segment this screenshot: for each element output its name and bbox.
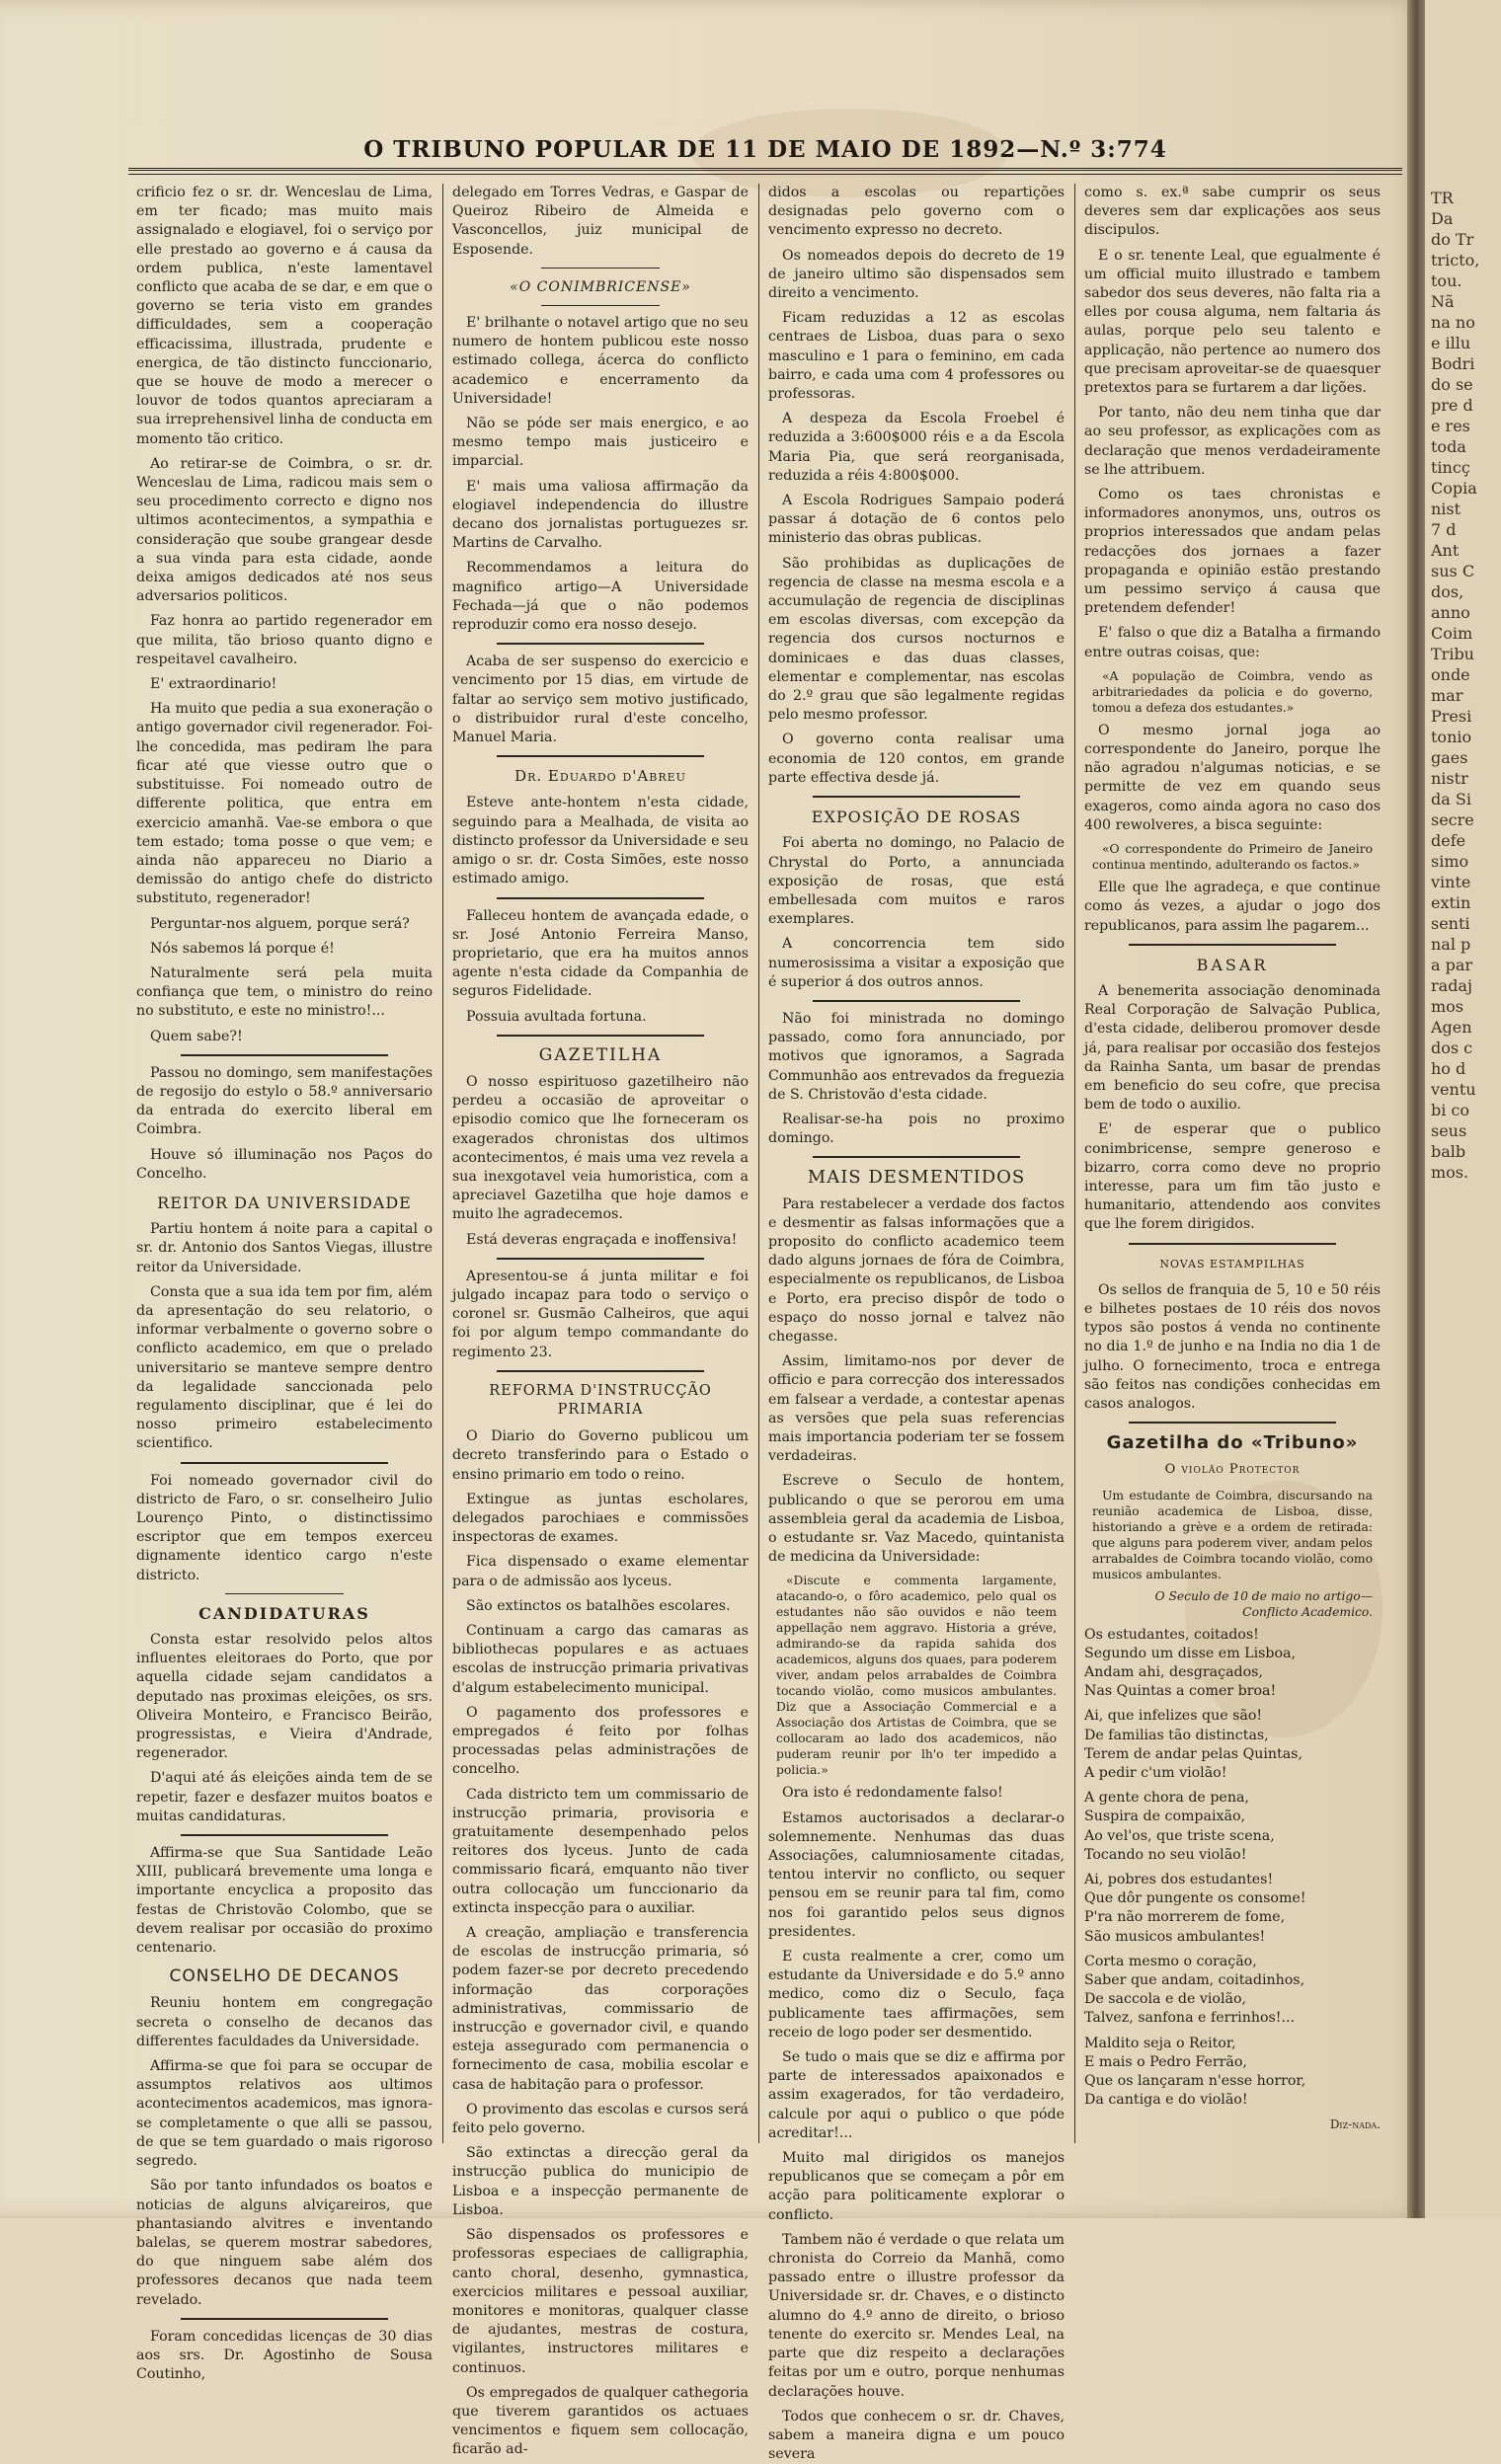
column-4 <box>1084 184 1381 2148</box>
paragraph: Passou no domingo, sem manifestações de regosijo do estylo o 58.º anniversario da entrada do exercito liberal em Coimbra. <box>136 1064 433 1138</box>
paragraph: O provimento das escolas e cursos será feito pelo governo. <box>452 2101 749 2137</box>
adjacent-page-fragment: TR <box>1431 189 1454 207</box>
paragraph: Perguntar-nos alguem, porque será? <box>150 915 410 932</box>
paragraph: Para restabelecer a verdade dos factos e desmentir as falsas informações que a proposito do conflicto academico teem dado alguns jornaes de fóra de Coimbra, especialmente os republicanos, de Lisboa e Porto, era preciso dispôr de todo o espaço do nosso jornal e talvez não chegasse. <box>768 1195 1065 1345</box>
separator <box>541 305 660 306</box>
paragraph: O governo conta realisar uma economia de 120 contos, em grande parte effectiva desde já. <box>768 732 1065 786</box>
separator <box>1129 1422 1336 1424</box>
paragraph: Fica dispensado o exame elementar para o de admissão aos lyceus. <box>452 1554 749 1589</box>
paragraph: Quem sabe?! <box>150 1028 243 1044</box>
paragraph: Como os taes chronistas e informadores anonymos, uns, outros os proprios interessados que andam pelas redacções dos jornaes a fazer propaganda e opinião estão prestando um pessimo serviço á causa que pretendem defender! <box>1084 487 1381 617</box>
verse: Nas Quintas a comer broa! <box>1084 1683 1277 1700</box>
paragraph: E' falso o que diz a Batalha a firmando entre outras coisas, que: <box>1084 625 1381 660</box>
verse: Tocando no seu violão! <box>1084 1846 1247 1863</box>
paragraph: Não foi ministrada no domingo passado, como fora annunciado, por motivos que ignoramos, a Sagrada Communhão aos entrevados da freguezia de S. Christovão d'esta cidade. <box>768 1010 1065 1103</box>
adjacent-page-fragment: onde <box>1431 665 1470 684</box>
paragraph: O Diario do Governo publicou um decreto transferindo para o Estado o ensino primario em todo o reino. <box>452 1428 749 1483</box>
column-rule <box>758 184 759 2143</box>
paragraph: Ficam reduzidas a 12 as escolas centraes de Lisboa, duas para o sexo masculino e 1 para o feminino, em cada bairro, e cada uma com 4 professores ou professoras. <box>768 310 1065 403</box>
masthead-rule <box>128 168 1402 171</box>
separator <box>181 2318 388 2320</box>
separator <box>497 1370 704 1372</box>
adjacent-page-fragment: secre <box>1431 810 1474 829</box>
adjacent-page-fragment: sus C <box>1431 562 1475 580</box>
paragraph: delegado em Torres Vedras, e Gaspar de Queiroz Ribeiro de Almeida e Vasconcellos, juiz municipal de Esposende. <box>452 185 749 258</box>
paragraph: São extinctos os batalhões escolares. <box>466 1597 731 1614</box>
verse: E mais o Pedro Ferrão, <box>1084 2053 1247 2070</box>
paragraph: Partiu hontem á noite para a capital o sr. dr. Antonio dos Santos Viegas, illustre reitor da Universidade. <box>136 1221 433 1275</box>
separator <box>813 1156 1020 1158</box>
paragraph: Recommendamos a leitura do magnifico artigo—A Universidade Fechada—já que o não podemos reproduzir como era nosso desejo. <box>452 560 749 634</box>
column-rule <box>442 184 443 2143</box>
adjacent-page-fragment: dos c <box>1431 1039 1473 1057</box>
adjacent-page-edge <box>1425 0 1501 2218</box>
adjacent-page-fragment: bi co <box>1431 1101 1470 1119</box>
adjacent-page-fragment: tonio <box>1431 728 1472 746</box>
adjacent-page-fragment: dos, <box>1431 582 1464 601</box>
separator <box>541 268 660 269</box>
adjacent-page-fragment: pre d <box>1431 396 1473 415</box>
adjacent-page-fragment: 7 d <box>1431 520 1457 539</box>
adjacent-page-fragment: Tribu <box>1431 645 1474 663</box>
verse: De familias tão distinctas, <box>1084 1727 1269 1743</box>
paragraph: Falleceu hontem de avançada edade, o sr. José Antonio Ferreira Manso, proprietario, que era ha muitos annos agente n'esta cidade da Companhia de seguros Fidelidade. <box>452 907 749 1000</box>
separator <box>813 796 1020 798</box>
paragraph: E' brilhante o notavel artigo que no seu numero de hontem publicou este nosso estimado collega, ácerca do conflicto academico e encerramento da Universidade! <box>452 315 749 407</box>
adjacent-page-fragment: na no <box>1431 313 1475 332</box>
adjacent-page-fragment: Presi <box>1431 707 1472 726</box>
separator <box>1129 944 1336 946</box>
adjacent-page-fragment: tou. <box>1431 271 1462 290</box>
poem-stanza <box>1084 1871 1381 1947</box>
section-heading: EXPOSIÇÃO DE ROSAS <box>811 808 1022 827</box>
paragraph: Affirma-se que foi para se occupar de assumptos relativos aos ultimos acontecimentos academicos, mas ignora-se completamente o que alli se passou, de que se tem guardado o mais rigoroso segredo. <box>136 2058 433 2170</box>
paragraph: A benemerita associação denominada Real Corporação de Salvação Publica, d'esta cidade, deliberou promover desde já, para realisar por occasião dos festejos da Rainha Santa, um basar de prendas em beneficio do seu cofre, que precisa bem de todo o auxilio. <box>1084 982 1381 1114</box>
paragraph: Realisar-se-ha pois no proximo domingo. <box>768 1111 1065 1147</box>
adjacent-page-fragment: radaj <box>1431 976 1472 995</box>
paragraph: São por tanto infundados os boatos e noticias de alguns alviçareiros, que phantasiando alvitres e inventando balelas, se querem mostrar sabedores, do que ninguem sabe além dos professores decanos que nada teem revelado. <box>136 2178 433 2308</box>
epigraph-source: O Seculo de 10 de maio no artigo—Conflicto Academico. <box>1154 1588 1373 1619</box>
adjacent-page-fragment: do se <box>1431 375 1473 394</box>
paragraph: Nós sabemos lá porque é! <box>150 940 335 957</box>
adjacent-page-fragment: Da <box>1431 209 1454 228</box>
verse: A gente chora de pena, <box>1084 1790 1249 1807</box>
paragraph: A concorrencia tem sido numerosissima a visitar a exposição que é superior á dos outros annos. <box>768 936 1065 990</box>
separator <box>497 897 704 899</box>
paragraph: Consta estar resolvido pelos altos influentes eleitoraes do Porto, que por aquella cidade sejam candidatos a deputado nas proximas eleições, os srs. Oliveira Monteiro, e Francisco Beirão, progressistas, e Vieira d'Andrade, regenerador. <box>136 1632 433 1762</box>
adjacent-page-fragment: seus <box>1431 1121 1467 1140</box>
paragraph: Foi aberta no domingo, no Palacio de Chrystal do Porto, a annunciada exposição de rosas, que está embellesada com muitos e raros exemplares. <box>768 835 1065 928</box>
adjacent-page-fragment: Copia <box>1431 479 1477 498</box>
verse: Suspira de compaixão, <box>1084 1809 1246 1825</box>
epigraph: Um estudante de Coimbra, discursando na reunião academica de Lisboa, disse, historiando a grève e a ordem de retirada: que alguns para poderem viver, andam pelos arrabaldes de Coimbra tocando violão, como musicos ambulantes. <box>1092 1488 1373 1581</box>
paragraph: Os sellos de franquia de 5, 10 e 50 réis e bilhetes postaes de 10 réis dos novos typos são postos á venda no continente no dia 1.º de junho e na India no dia 1 de julho. O fornecimento, troca e entrega são feitos nas condições conhecidas em casos analogos. <box>1084 1281 1381 1412</box>
separator <box>181 1462 388 1464</box>
paragraph: Foram concedidas licenças de 30 dias aos srs. Dr. Agostinho de Sousa Coutinho, <box>136 2328 433 2383</box>
separator <box>181 1834 388 1836</box>
subheading: O violão Protector <box>1164 1462 1301 1478</box>
paragraph: O pagamento dos professores e empregados é feito por folhas processadas pelas administrações de concelho. <box>452 1704 749 1778</box>
paragraph: Por tanto, não deu nem tinha que dar ao seu professor, as explicações com as declaração que menos verdadeiramente se lhe attribuem. <box>1084 405 1381 478</box>
adjacent-page-fragment: e illu <box>1431 334 1471 352</box>
column-3 <box>768 184 1065 2463</box>
paragraph: Escreve o Seculo de hontem, publicando o que se perorou em uma assembleia geral da academia de Lisboa, o estudante sr. Vaz Macedo, quintanista de medicina da Universidade: <box>768 1473 1065 1566</box>
paragraph: Assim, limitamo-nos por dever de officio e para correcção dos interessados em falsear a verdade, a contestar apenas as versões que pela suas referencias mais importancia poderiam ter se fossem verdadeiras. <box>768 1353 1065 1465</box>
adjacent-page-fragment: nal p <box>1431 935 1471 954</box>
paragraph: Extingue as juntas escholares, delegados parochiaes e commissões inspectoras de exames. <box>452 1491 749 1546</box>
adjacent-page-fragment: extin <box>1431 893 1471 912</box>
section-heading: Dr. Eduardo d'Abreu <box>514 767 686 786</box>
section-heading: BASAR <box>1196 955 1269 974</box>
paragraph: A creação, ampliação e transferencia de escolas de instrucção primaria, só podem fazer-se por decreto precedendo informação das corporações administrativas, commissario de instrucção e governador civil, e quando esteja assegurado com permanencia o fornecimento de casa, mobilia escolar e casa de habitação para o professor. <box>452 1925 749 2093</box>
adjacent-page-fragment: mar <box>1431 686 1463 705</box>
separator <box>225 1593 344 1594</box>
paragraph: O mesmo jornal joga ao correspondente do Janeiro, porque lhe não agradou n'algumas noticias, e se permitte de vez em quando seus exageros, como ainda agora no caso dos 400 rewolveres, a bisca seguinte: <box>1084 722 1381 833</box>
adjacent-page-fragment: tricto, <box>1431 251 1480 270</box>
paragraph: A despeza da Escola Froebel é reduzida a 3:600$000 réis e a da Escola Maria Pia, que será reorganisada, reduzida a réis 4:800$000. <box>768 411 1065 484</box>
paragraph: Acaba de ser suspenso do exercicio e vencimento por 15 dias, em virtude de faltar ao serviço sem motivo justificado, o distribuidor rural d'este concelho, Manuel Maria. <box>452 654 749 746</box>
paragraph: Ha muito que pedia a sua exoneração o antigo governador civil regenerador. Foi-lhe concedida, mas pediram lhe para ficar até que viesse outro que o substituisse. Foi nomeado outro de differente politica, que entra em exercicio amanhã. Vae-se embora o que tem estado; toma posse o que vem; e ainda não appareceu no Diario a demissão do antigo chefe do districto substituto, regenerador! <box>136 701 433 907</box>
adjacent-page-fragment: simo <box>1431 852 1469 871</box>
paragraph: E o sr. tenente Leal, que egualmente é um official muito illustrado e tambem sabedor dos seus deveres, não falta ria a elles por cousa alguma, nem faltaria ás aulas, porque pelo seu talento e applicação, não pertence ao numero dos que precisam aproveitar-se de quaesquer pretextos para se furtarem a dar lições. <box>1084 247 1381 397</box>
separator <box>497 643 704 645</box>
paragraph: crificio fez o sr. dr. Wenceslau de Lima, em ter ficado; mas muito mais assignalado e elogiavel, foi o serviço por elle prestado ao governo e á causa da ordem publica, n'este lamentavel conflicto que acaba de se dar, e em que o governo se teria visto em grandes difficuldades, sem a cooperação efficacissima, illustrada, prudente e energica, de tão distincto funccionario, que se houve de modo a merecer o louvor de todos quantos apreciaram a sua irreprehensivel linha de conducta em momento tão critico. <box>136 185 433 447</box>
paragraph: Tambem não é verdade o que relata um chronista do Correio da Manhã, como passado entre o illustre professor da Universidade sr. dr. Chaves, e o distincto alumno do 4.º anno de direito, o brioso tenente do exercito sr. Mendes Leal, na parte que diz respeito a declarações feitas por um e outro, porque nenhumas declarações houve. <box>768 2231 1065 2400</box>
book-spine <box>1407 0 1425 2218</box>
section-heading: Gazetilha do «Tribuno» <box>1106 1432 1359 1454</box>
poem-stanza <box>1084 1707 1381 1783</box>
verse: Terem de andar pelas Quintas, <box>1084 1745 1303 1762</box>
section-heading: CONSELHO DE DECANOS <box>169 1966 400 1987</box>
quotation: «Discute e commenta largamente, atacando-o, o fôro academico, pelo qual os estudantes não são ouvidos e não teem appellação nem aggravo. Historia a gréve, admirando-se da rapida sahida dos academicos, alguns dos quaes, para poderem viver, andam pelos arrabaldes de Coimbra tocando violão, como musicos ambulantes. Diz que a Associação Commercial e a Associação dos Artistas de Coimbra, que se collocaram ao lado dos academicos, não puderam reunir por lh'o ter impedido a policia.» <box>776 1574 1057 1778</box>
section-heading: «O CONIMBRICENSE» <box>510 278 691 295</box>
masthead: O TRIBUNO POPULAR DE 11 DE MAIO DE 1892—N.º 3:774 <box>363 136 1167 163</box>
verse: Ai, pobres dos estudantes! <box>1084 1872 1274 1888</box>
adjacent-page-fragment: tincç <box>1431 458 1470 477</box>
paragraph: didos a escolas ou repartições designadas pelo governo com o vencimento expresso no decreto. <box>768 185 1065 239</box>
adjacent-page-fragment: ventu <box>1431 1080 1476 1099</box>
masthead-rule <box>128 174 1402 175</box>
separator <box>497 1035 704 1037</box>
paragraph: E' mais uma valiosa affirmação da elogiavel independencia do illustre decano dos jornalistas portuguezes sr. Martins de Carvalho. <box>452 478 749 552</box>
signature: Diz-nada. <box>1329 2118 1381 2132</box>
adjacent-page-fragment: defe <box>1431 831 1466 850</box>
paragraph: Apresentou-se á junta militar e foi julgado incapaz para todo o serviço o coronel sr. Gusmão Calheiros, que aqui foi por algum tempo commandante do regimento 23. <box>452 1268 749 1360</box>
adjacent-page-fragment: ho d <box>1431 1059 1466 1078</box>
verse: A pedir c'um violão! <box>1084 1765 1227 1781</box>
verse: Corta mesmo o coração, <box>1084 1953 1257 1969</box>
quotation: «O correspondente do Primeiro de Janeiro continua mentindo, adulterando os factos.» <box>1092 842 1373 873</box>
paragraph: Reuniu hontem em congregação secreta o conselho de decanos das differentes faculdades da Universidade. <box>136 1995 433 2049</box>
section-heading: REITOR DA UNIVERSIDADE <box>157 1193 412 1212</box>
poem-stanza <box>1084 1626 1381 1702</box>
verse: São musicos ambulantes! <box>1084 1928 1266 1945</box>
paragraph: Esteve ante-hontem n'esta cidade, seguindo para a Mealhada, de visita ao distincto professor da Universidade e seu amigo o sr. dr. Costa Simões, este nosso estimado amigo. <box>452 795 749 887</box>
paragraph: Se tudo o mais que se diz e affirma por parte de interessados apaixonados e assim exagerados, for tão verdadeiro, calcule por aqui o publico o que póde acreditar!... <box>768 2049 1065 2141</box>
adjacent-page-fragment: mos <box>1431 997 1464 1016</box>
poem-stanza <box>1084 1789 1381 1865</box>
paragraph: A Escola Rodrigues Sampaio poderá passar á dotação de 6 contos pelo ministerio das obras publicas. <box>768 493 1065 547</box>
verse: Ao vel'os, que triste scena, <box>1084 1827 1275 1844</box>
paragraph: Estamos auctorisados a declarar-o solemnemente. Nenhumas das duas Associações, calumniosamente citadas, tentou intervir no conflicto, ou sequer pensou em se reunir para tal fim, como nos foi garantido pelos seus dignos presidentes. <box>768 1810 1065 1940</box>
adjacent-page-fragment: Coim <box>1431 624 1473 643</box>
verse: Que os lançaram n'esse horror, <box>1084 2073 1306 2090</box>
section-heading: GAZETILHA <box>538 1044 663 1065</box>
adjacent-page-fragment: Nã <box>1431 292 1455 311</box>
column-1 <box>136 184 433 2383</box>
column-rule <box>1074 184 1075 2143</box>
adjacent-page-fragment: Ant <box>1431 541 1460 560</box>
adjacent-page-fragment: mos. <box>1431 1163 1469 1182</box>
separator <box>813 1000 1020 1002</box>
verse: Saber que andam, coitadinhos, <box>1084 1972 1305 1989</box>
paragraph: Ora isto é redondamente falso! <box>782 1785 1003 1802</box>
adjacent-page-fragment: gaes <box>1431 748 1468 767</box>
paragraph: Consta que a sua ida tem por fim, além da apresentação do seu relatorio, o informar verbalmente o governo sobre o conflicto academico, em que o prelado universitario se manteve sempre dentro da legalidade sanccionada pelo regulamento disciplinar, que é lei do nosso primeiro estabelecimento scientifico. <box>136 1283 433 1452</box>
paragraph: Muito mal dirigidos os manejos republicanos que se começam a pôr em acção para politicamente explorar o conflicto. <box>768 2150 1065 2223</box>
verse: Que dôr pungente os consome! <box>1084 1890 1306 1907</box>
paragraph: Elle que lhe agradeça, e que continue como ás vezes, a ajudar o jogo dos republicanos, para assim lhe pagarem... <box>1084 880 1381 934</box>
paragraph: Todos que conhecem o sr. dr. Chaves, sabem a maneira digna e um pouco severa <box>768 2408 1065 2463</box>
paragraph: Está deveras engraçada e inoffensiva! <box>466 1231 738 1248</box>
adjacent-page-fragment: senti <box>1431 914 1470 933</box>
paragraph: São extinctas a direcção geral da instrucção publica do municipio de Lisboa e a inspecção permanente de Lisboa. <box>452 2145 749 2218</box>
verse: De saccola e de violão, <box>1084 1991 1246 2008</box>
adjacent-page-fragment: a par <box>1431 956 1473 974</box>
separator <box>497 1258 704 1260</box>
poem-stanza <box>1084 1953 1381 2029</box>
adjacent-page-fragment: e res <box>1431 417 1470 435</box>
paragraph: Houve só illuminação nos Paços do Concelho. <box>136 1146 433 1182</box>
separator <box>1129 1243 1336 1245</box>
paragraph: como s. ex.ª sabe cumprir os seus deveres sem dar explicações aos seus discipulos. <box>1084 185 1381 239</box>
adjacent-page-fragment: nistr <box>1431 769 1468 788</box>
paragraph: Continuam a cargo das camaras as bibliothecas populares e as actuaes escolas de instrucção primaria privativas d'algum estabelecimento municipal. <box>452 1623 749 1696</box>
verse: Maldito seja o Reitor, <box>1084 2035 1236 2051</box>
adjacent-page-fragment: anno <box>1431 603 1470 622</box>
poem-stanza <box>1084 2035 1381 2111</box>
verse: Segundo um disse em Lisboa, <box>1084 1645 1296 1661</box>
column-2 <box>452 184 749 2458</box>
separator <box>181 1054 388 1056</box>
paragraph: Naturalmente será pela muita confiança que tem, o ministro do reino no substituto, e este no ministro!... <box>136 964 433 1020</box>
verse: P'ra não morrerem de fome, <box>1084 1909 1286 1926</box>
paragraph: O nosso espirituoso gazetilheiro não perdeu a occasião de aproveitar o episodio comico que lhe forneceram os exagerados chronistas dos ultimos acontecimentos, é mais uma vez revela a sua inexgotavel veia humoristica, com a apreciavel Gazetilha que hoje damos e muito lhe agradecemos. <box>452 1073 749 1223</box>
adjacent-page-fragment: da Si <box>1431 790 1471 808</box>
verse: Ai, que infelizes que são! <box>1084 1708 1263 1725</box>
adjacent-page-fragment: toda <box>1431 437 1466 456</box>
separator <box>497 755 704 757</box>
paragraph: Faz honra ao partido regenerador em que milita, tão brioso quanto digno e respeitavel cavalheiro. <box>136 613 433 667</box>
section-heading: NOVAS ESTAMPILHAS <box>1159 1257 1305 1270</box>
paragraph: Possuia avultada fortuna. <box>466 1008 647 1025</box>
adjacent-page-fragment: Bodri <box>1431 354 1475 373</box>
adjacent-page-fragment: Agen <box>1431 1018 1472 1037</box>
adjacent-page-fragment: do Tr <box>1431 230 1474 249</box>
paragraph: Os empregados de qualquer cathegoria que tiverem garantidos os actuaes vencimentos e fiquem sem collocação, ficarão ad- <box>452 2384 749 2458</box>
adjacent-page-fragment: balb <box>1431 1142 1466 1161</box>
adjacent-page-fragment: nist <box>1431 500 1462 518</box>
verse: Os estudantes, coitados! <box>1084 1626 1259 1643</box>
paragraph: Ao retirar-se de Coimbra, o sr. dr. Wenceslau de Lima, radicou mais sem o seu procedimento correcto e digno nos ultimos acontecimentos, a sympathia e consideração que soube grangear desde a sua vinda para esta cidade, aonde deixa amigos dedicados até nos seus adversarios politicos. <box>136 455 433 605</box>
paragraph: Foi nomeado governador civil do districto de Faro, o sr. conselheiro Julio Lourenço Pinto, o distinctissimo escriptor que em tempos exerceu dignamente identico cargo n'este districto. <box>136 1472 433 1583</box>
section-heading: CANDIDATURAS <box>198 1603 370 1623</box>
quotation: «A população de Coimbra, vendo as arbitrariedades da policia e do governo, tomou a defeza dos estudantes.» <box>1092 668 1373 715</box>
adjacent-page-fragment: vinte <box>1431 873 1471 891</box>
section-heading: MAIS DESMENTIDOS <box>807 1167 1026 1189</box>
verse: Da cantiga e do violão! <box>1084 2092 1248 2109</box>
section-heading: REFORMA D'INSTRUCÇÃO PRIMARIA <box>489 1382 712 1418</box>
paragraph: E' de esperar que o publico conimbricense, sempre generoso e bizarro, corra como deve no proprio interesse, para um fim tão justo e humanitario, attendendo aos convites que lhe forem dirigidos. <box>1084 1121 1381 1233</box>
paragraph: São prohibidas as duplicações de regencia de classe na mesma escola e a accumulação de regencia de disciplinas em escolas diversas, com excepção da regencia dos cursos nocturnos e dominicaes e das duas classes, elementar e complementar, nas escolas do 2.º grau que são legalmente regidas pelo mesmo professor. <box>768 555 1065 724</box>
paragraph: E custa realmente a crer, como um estudante da Universidade e do 5.º anno medico, como diz o Seculo, faça publicamente taes affirmações, sem receio de logo poder ser desmentido. <box>768 1949 1065 2040</box>
paragraph: Os nomeados depois do decreto de 19 de janeiro ultimo são dispensados sem direito a vencimento. <box>768 247 1065 302</box>
paragraph: Affirma-se que Sua Santidade Leão XIII, publicará brevemente uma longa e importante encyclica a proposito das festas de Christovão Colombo, que se devem realisar por occasião do proximo centenario. <box>136 1845 433 1957</box>
paragraph: Não se póde ser mais energico, e ao mesmo tempo mais justiceiro e imparcial. <box>452 416 749 470</box>
paragraph: São dispensados os professores e professoras especiaes de calligraphia, canto choral, desenho, gymnastica, exercicios militares e pessoal auxiliar, monitores e monitoras, qualquer classe de ajudantes, mestras de costura, vigilantes, instructores militares e continuos. <box>452 2227 749 2376</box>
verse: Talvez, sanfona e ferrinhos!... <box>1084 2010 1296 2027</box>
paragraph: Cada districto tem um commissario de instrucção primaria, provisoria e gratuitamente desempenhado pelos reitores dos lyceus. Junto de cada commissario ficará, emquanto não tiver outra collocação um funccionario da extincta inspecção para o auxiliar. <box>452 1786 749 1916</box>
paragraph: D'aqui até ás eleições ainda tem de se repetir, fazer e desfazer muitos boatos e muitas candidaturas. <box>136 1770 433 1824</box>
verse: Andam ahi, desgraçados, <box>1084 1663 1263 1680</box>
paragraph: E' extraordinario! <box>150 676 277 693</box>
